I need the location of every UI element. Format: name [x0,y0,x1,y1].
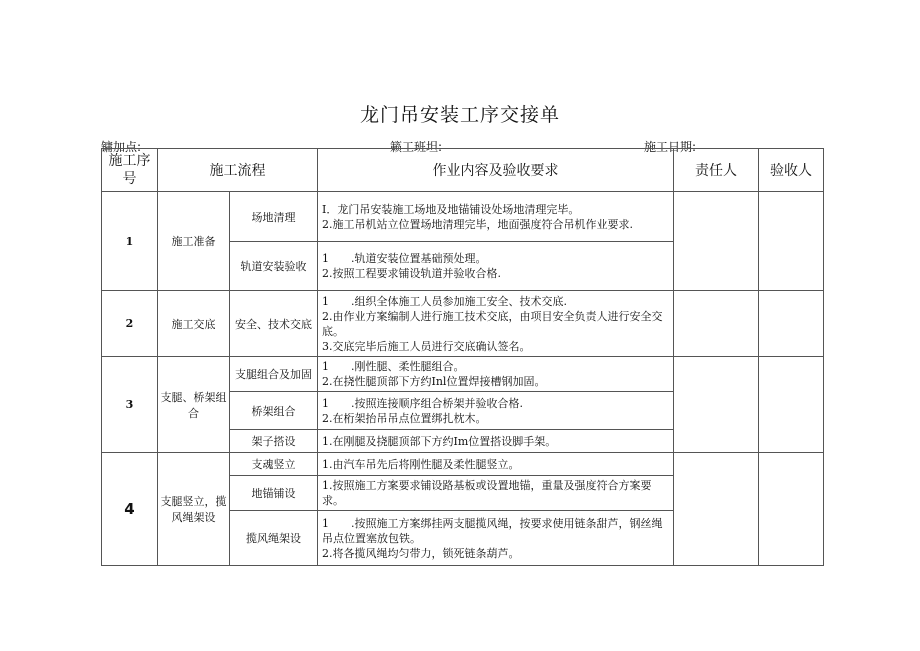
sub-step-content: 1 .按照施工方案绑挂两支腿揽风绳，按要求使用链条甜芦，钢丝绳吊点位置塞放包铁。 2.将各揽风绳均匀带力，锁死链条葫芦。 [318,511,674,566]
sub-step-content: 1 .刚性腿、柔性腿组合。 2.在挠性腿顶部下方约Inl位置焊接槽钢加固。 [318,357,674,392]
row-flow: 支腿、桥架组合 [158,357,230,453]
responsible-cell[interactable] [674,192,759,291]
row-seq: 1 [102,192,158,291]
row-seq: 2 [102,291,158,357]
table-row [102,453,824,476]
acceptor-cell[interactable] [759,453,824,566]
header-seq: 施工序号 [102,149,158,192]
sub-step-name: 地锚铺设 [230,476,318,511]
header-responsible: 责任人 [674,149,759,192]
sub-step-content: 1.由汽车吊先后将刚性腿及柔性腿竖立。 [318,453,674,476]
location-label: 镛加点: [101,140,142,154]
date-label: 施工日期: [644,140,697,154]
row-flow: 施工准备 [158,192,230,291]
sub-step-content: 1 .按照连接顺序组合桥架并验收合格. 2.在桁架抬吊吊点位置绑扎枕木。 [318,392,674,430]
sub-step-name: 安全、技术交底 [230,291,318,357]
sub-step-content: I．龙门吊安装施工场地及地锚铺设处场地清理完毕。 2.施工吊机站立位置场地清理完毕，地面强度符合吊机作业要求. [318,192,674,242]
header-content: 作业内容及验收要求 [318,149,674,192]
team-label: 籁工班坦: [390,140,443,154]
responsible-cell[interactable] [674,357,759,453]
sub-step-name: 支腿组合及加固 [230,357,318,392]
sub-step-content: 1.在刚腿及挠腿顶部下方约Im位置搭设脚手架。 [318,430,674,453]
header-row [102,149,824,192]
responsible-cell[interactable] [674,291,759,357]
handover-table [101,148,824,566]
acceptor-cell[interactable] [759,291,824,357]
sub-step-content: 1.按照施工方案要求铺设路基板或设置地锚，重量及强度符合方案要求。 [318,476,674,511]
acceptor-cell[interactable] [759,357,824,453]
acceptor-cell[interactable] [759,192,824,291]
sub-step-name: 架子搭设 [230,430,318,453]
responsible-cell[interactable] [674,453,759,566]
table-row [102,357,824,392]
row-seq: 3 [102,357,158,453]
row-flow: 施工交底 [158,291,230,357]
table-row [102,192,824,242]
sub-step-name: 揽风绳架设 [230,511,318,566]
sub-step-content: 1 .组织全体施工人员参加施工安全、技术交底. 2.由作业方案编制人进行施工技术交底，由项目安全负责人进行安全交底。 3.交底完毕后施工人员进行交底确认签名。 [318,291,674,357]
sub-step-content: 1 .轨道安装位置基础预处理。 2.按照工程要求铺设轨道并验收合格. [318,242,674,291]
row-seq: 4 [102,453,158,566]
sub-step-name: 支魂竖立 [230,453,318,476]
sub-step-name: 桥架组合 [230,392,318,430]
sub-step-name: 场地清理 [230,192,318,242]
row-flow: 支腿竖立，揽风绳架设 [158,453,230,566]
header-acceptor: 验收人 [759,149,824,192]
sub-step-name: 轨道安装验收 [230,242,318,291]
document-title: 龙门吊安装工序交接单 [359,104,560,126]
table-row [102,291,824,357]
header-flow: 施工流程 [158,149,318,192]
